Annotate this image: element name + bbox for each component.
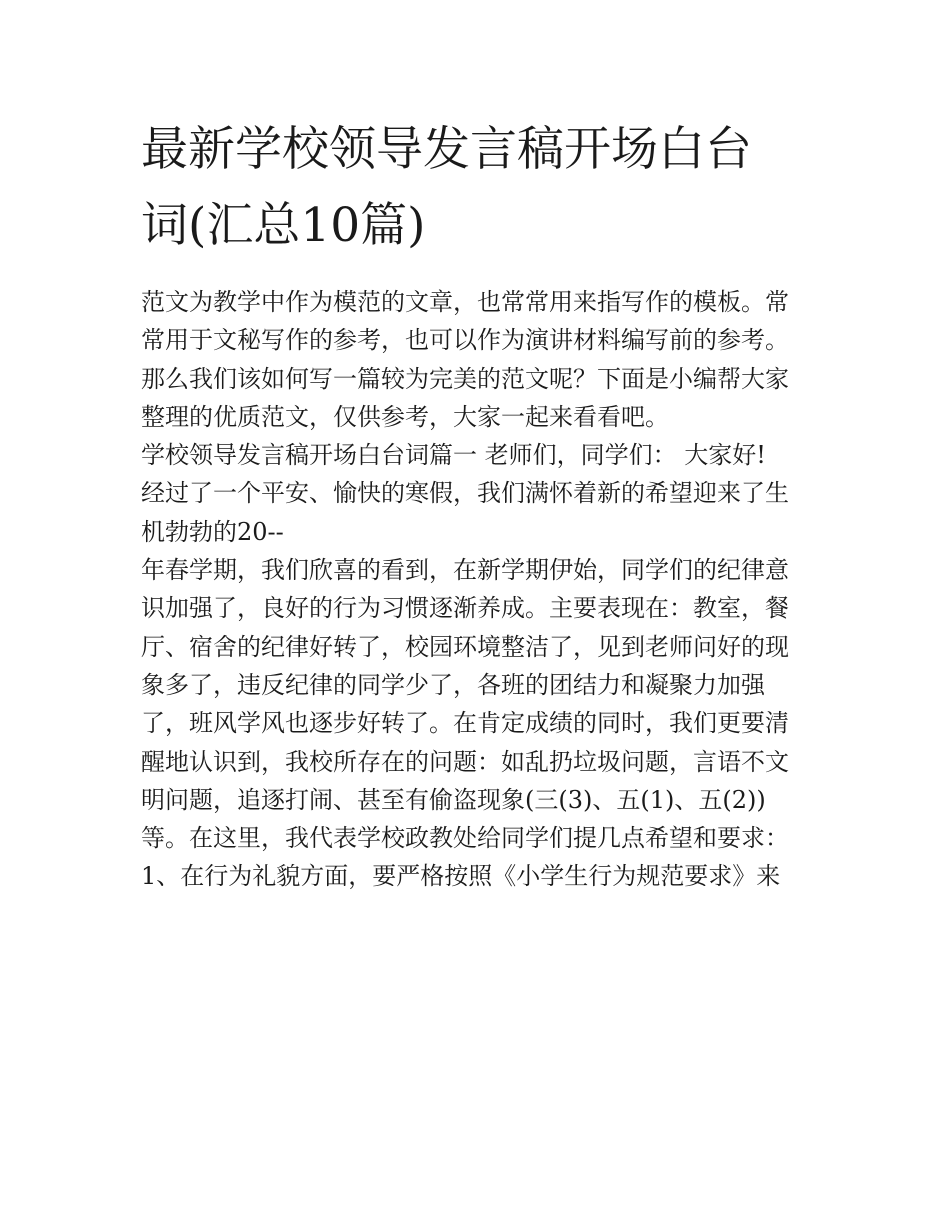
body-line: 经过了一个平安、愉快的寒假，我们满怀着新的希望迎来了生	[141, 479, 789, 508]
body-line: 机勃勃的20--	[141, 517, 284, 546]
body-line: 范文为教学中作为模范的文章，也常常用来指写作的模板。常	[141, 288, 789, 316]
body-line: 整理的优质范文，仅供参考，大家一起来看看吧。	[141, 402, 669, 431]
body-line: 明问题，追逐打闹、甚至有偷盗现象(三(3)、五(1)、五(2))	[141, 785, 766, 814]
document-body	[141, 283, 821, 896]
body-line: 识加强了，良好的行为习惯逐渐养成。主要表现在：教室，餐	[141, 594, 789, 623]
body-line: 了，班风学风也逐步好转了。在肯定成绩的同时，我们更要清	[141, 709, 789, 738]
body-line: 象多了，违反纪律的同学少了，各班的团结力和凝聚力加强	[141, 670, 765, 699]
body-line: 等。在这里，我代表学校政教处给同学们提几点希望和要求：	[141, 824, 789, 853]
document-title	[141, 112, 821, 264]
title-line: 最新学校领导发言稿开场白台	[141, 122, 752, 177]
body-line: 1、在行为礼貌方面，要严格按照《小学生行为规范要求》来	[141, 862, 781, 891]
body-line: 醒地认识到，我校所存在的问题：如乱扔垃圾问题，言语不文	[141, 747, 789, 776]
title-line: 词(汇总10篇)	[141, 198, 426, 253]
body-line: 厅、宿舍的纪律好转了，校园环境整洁了，见到老师问好的现	[141, 632, 789, 661]
body-line: 常用于文秘写作的参考，也可以作为演讲材料编写前的参考。	[141, 326, 789, 355]
body-line: 年春学期，我们欣喜的看到，在新学期伊始，同学们的纪律意	[141, 556, 789, 585]
body-line: 学校领导发言稿开场白台词篇一 老师们，同学们： 大家好!	[141, 441, 766, 470]
body-line: 那么我们该如何写一篇较为完美的范文呢？下面是小编帮大家	[141, 364, 789, 393]
